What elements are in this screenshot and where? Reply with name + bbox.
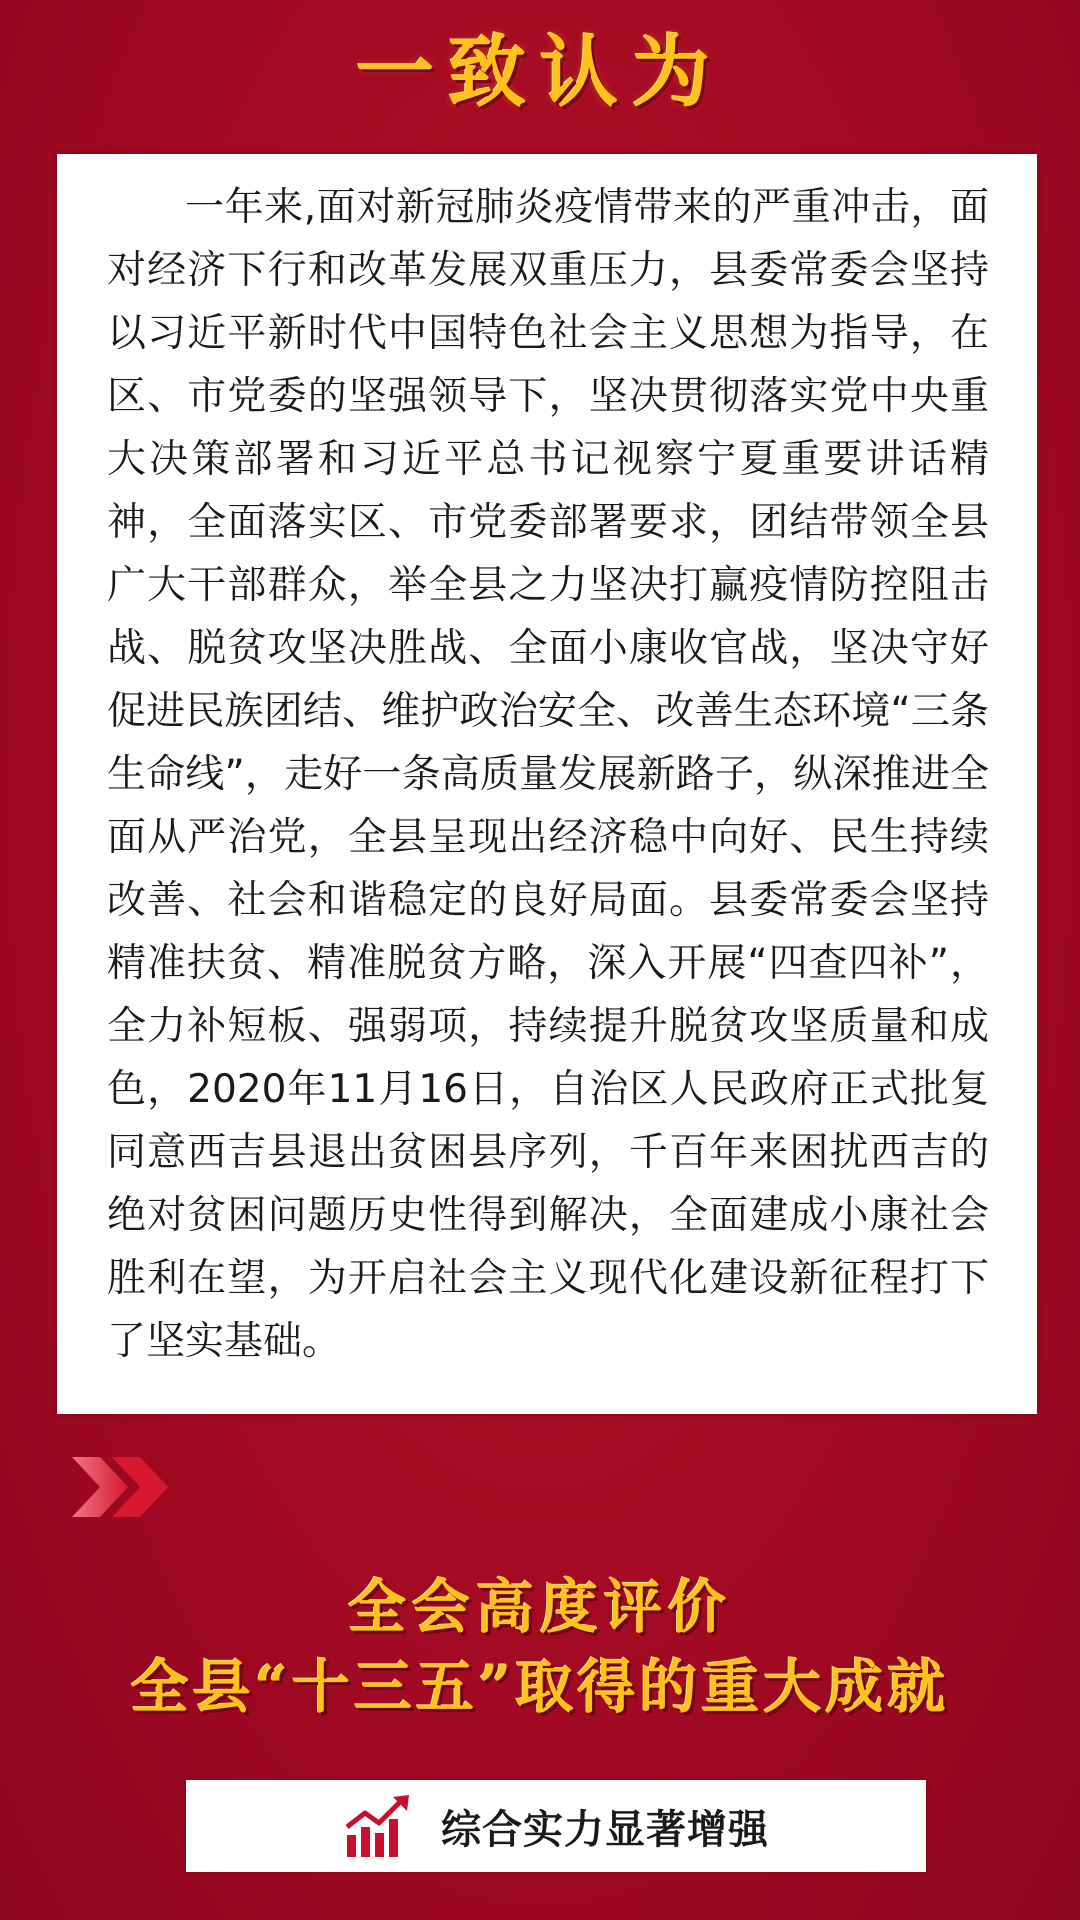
banner-label: 综合实力显著增强: [441, 1806, 769, 1853]
article-paragraph: 一年来,面对新冠肺炎疫情带来的严重冲击，面对经济下行和改革发展双重压力，县委常委会坚持以习近平新时代中国特色社会主义思想为指导，在区、市党委的坚强领导下，坚决贯彻落实党中央重大决策部署和习近平总书记视察宁夏重要讲话精神，全面落实区、市党委部署要求，团结带领全县广大干部群众，举全县之力坚决打赢疫情防控阻击战、脱贫攻坚决胜战、全面小康收官战，坚决守好促进民族团结、维护政治安全、改善生态环境“三条生命线”，走好一条高质量发展新路子，纵深推进全面从严治党，全县呈现出经济稳中向好、民生持续改善、社会和谐稳定的良好局面。县委常委会坚持精准扶贫、精准脱贫方略，深入开展“四查四补”，全力补短板、强弱项，持续提升脱贫攻坚质量和成色，2020年11月16日，自治区人民政府正式批复同意西吉县退出贫困县序列，千百年来困扰西吉的绝对贫困问题历史性得到解决，全面建成小康社会胜利在望，为开启社会主义现代化建设新征程打下了坚实基础。: [107, 185, 989, 1364]
page-title: 一致认为: [355, 27, 724, 118]
section-headline-line1: 全会高度评价: [347, 1573, 732, 1641]
double-chevron-right-icon: [70, 1452, 180, 1522]
growth-chart-icon: [343, 1793, 413, 1859]
article-card: [57, 154, 1037, 1414]
section-banner: [186, 1780, 926, 1872]
section-headline-line2: 全县“十三五”取得的重大成就: [130, 1653, 950, 1721]
